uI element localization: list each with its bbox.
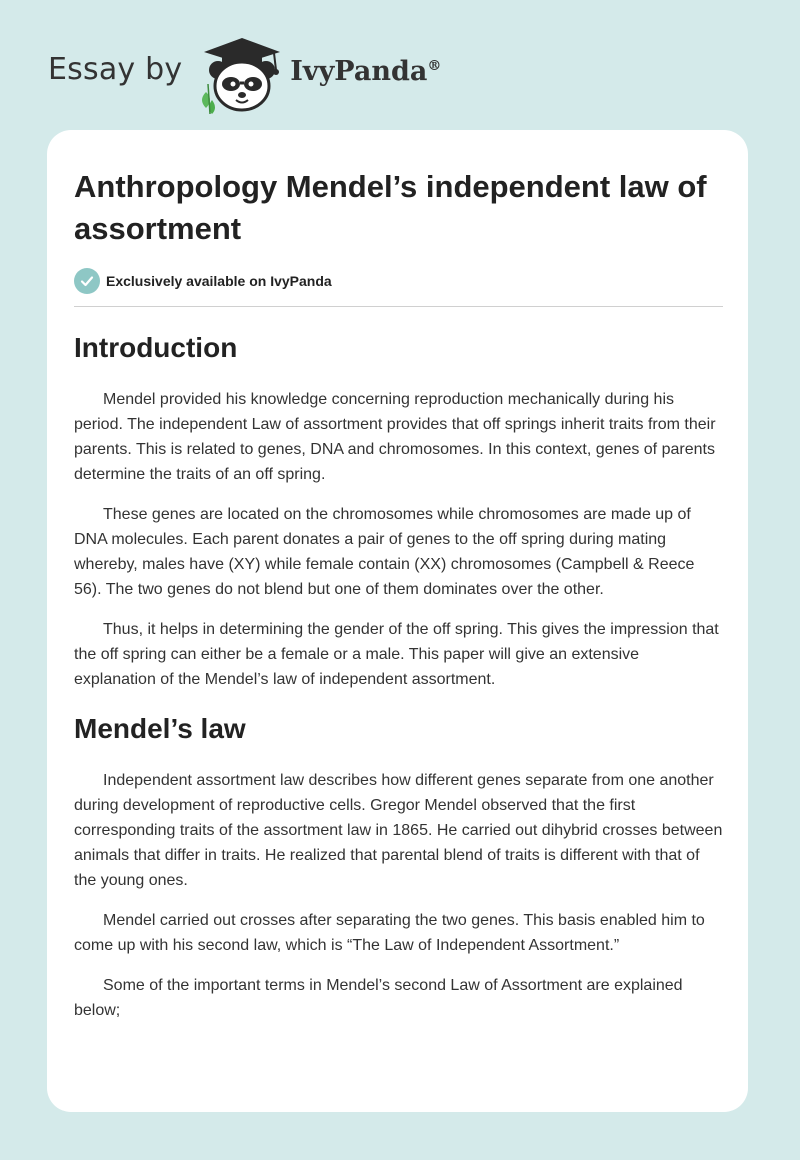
paragraph: Independent assortment law describes how different genes separate from one another during development of reproductive cells. Gregor Mendel observed that the first corresponding traits of the assortment law in 1865. He carried out dihybrid crosses between animals that differ in traits. He realized that parental blend of traits is different with that of the young ones. xyxy=(74,772,723,889)
paragraph: Some of the important terms in Mendel’s second Law of Assortment are explained below; xyxy=(74,977,683,1019)
check-icon xyxy=(74,268,100,294)
paragraph: Thus, it helps in determining the gender of the off spring. This gives the impression that the off spring can either be a female or a male. This paper will give an extensive explanation of the Mendel’s law of independent assortment. xyxy=(74,621,719,688)
divider xyxy=(74,306,723,307)
exclusive-badge xyxy=(74,268,723,294)
essay-content xyxy=(74,166,723,1038)
section-heading-mendels-law: Mendel’s law xyxy=(74,713,246,744)
site-header xyxy=(48,34,441,114)
essay-title: Anthropology Mendel’s independent law of assortment xyxy=(74,169,707,246)
panda-logo-icon[interactable] xyxy=(196,34,288,114)
brand-name[interactable]: IvyPanda® xyxy=(290,55,442,87)
paragraph: These genes are located on the chromosomes while chromosomes are made up of DNA molecules. Each parent donates a pair of genes to the off spring during mating whereby, males have (XY) while female contain (XX) chromosomes (Campbell & Reece 56). The two genes do not blend but one of them dominates over the other. xyxy=(74,506,695,598)
section-mendels-law xyxy=(74,768,723,1023)
section-introduction xyxy=(74,387,723,692)
essay-by-label: Essay by xyxy=(48,51,183,87)
essay-card xyxy=(47,130,748,1112)
paragraph: Mendel carried out crosses after separating the two genes. This basis enabled him to come up with his second law, which is “The Law of Independent Assortment.” xyxy=(74,912,705,954)
section-heading-introduction: Introduction xyxy=(74,332,238,363)
paragraph: Mendel provided his knowledge concerning reproduction mechanically during his period. The independent Law of assortment provides that off springs inherit traits from their parents. This is related to genes, DNA and chromosomes. In this context, genes of parents determine the traits of an off spring. xyxy=(74,391,716,483)
badge-label: Exclusively available on IvyPanda xyxy=(106,273,332,289)
